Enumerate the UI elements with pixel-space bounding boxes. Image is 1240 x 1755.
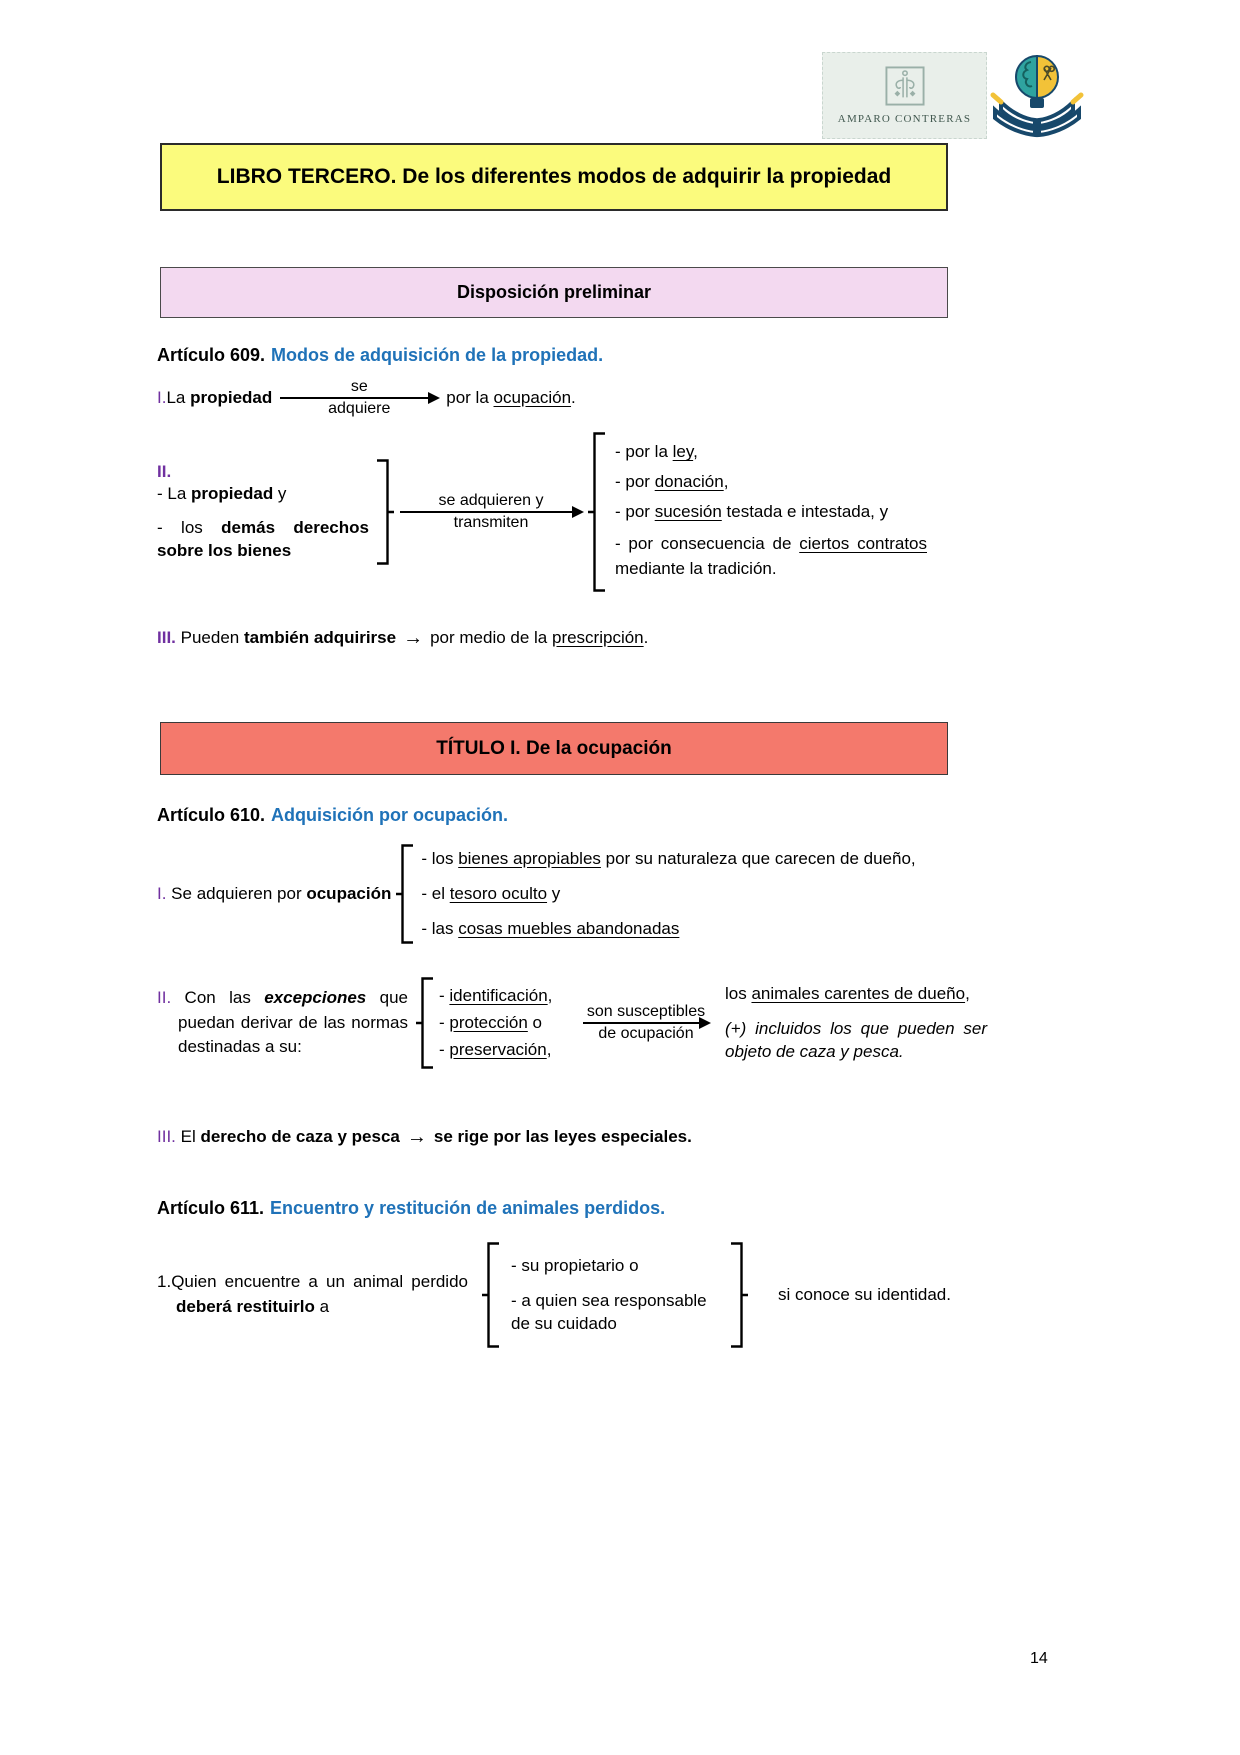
brain-bulb-book-logo bbox=[987, 48, 1087, 143]
result-note: (+) incluidos los que pueden ser objeto de caza y pesca. bbox=[725, 1018, 987, 1062]
underlined-term: preservación bbox=[449, 1040, 547, 1059]
text-segment: La bbox=[166, 387, 191, 407]
brand-label: AMPARO CONTRERAS bbox=[837, 113, 972, 125]
article-number: Artículo 611. bbox=[157, 1198, 265, 1218]
preliminary-section-title: Disposición preliminar bbox=[456, 282, 652, 302]
right-arrow-icon: → bbox=[403, 627, 424, 649]
list-item bbox=[615, 472, 927, 492]
text-segment: y bbox=[273, 483, 287, 503]
text-segment: El bbox=[175, 1127, 201, 1146]
bold-term: propiedad bbox=[190, 387, 273, 407]
text-segment: , bbox=[723, 472, 729, 492]
bold-term: derecho de caza y pesca bbox=[200, 1127, 400, 1146]
text-segment: - los bbox=[157, 517, 222, 537]
diagram-609-i bbox=[157, 378, 576, 418]
book-title-box bbox=[160, 143, 948, 211]
roman-numeral: III. bbox=[157, 1127, 176, 1146]
arrowhead-icon bbox=[428, 392, 440, 404]
statement-right bbox=[446, 388, 576, 408]
underlined-term: prescripción bbox=[551, 628, 644, 647]
arrow-label-top: se bbox=[350, 378, 368, 395]
list-item bbox=[157, 517, 369, 563]
underlined-term: ley bbox=[672, 442, 694, 462]
roman-numeral: III. bbox=[157, 628, 176, 647]
scales-icon bbox=[885, 66, 925, 106]
target-list bbox=[615, 442, 927, 581]
underlined-term: identificación bbox=[449, 986, 548, 1005]
result-statement bbox=[725, 982, 987, 1007]
text-segment: Pueden bbox=[175, 628, 244, 647]
text-segment: o bbox=[527, 1013, 543, 1032]
article-title: Modos de adquisición de la propiedad. bbox=[271, 345, 604, 365]
text-segment: Se adquieren por bbox=[166, 884, 307, 903]
underlined-term: ocupación bbox=[493, 387, 572, 407]
bracket-open-icon bbox=[482, 1242, 499, 1348]
item-number: 1. bbox=[157, 1272, 172, 1292]
list-item bbox=[157, 484, 369, 504]
statement-left bbox=[157, 884, 391, 904]
list-item bbox=[421, 849, 1061, 869]
statement-609-iii bbox=[157, 625, 648, 651]
roman-numeral: II. bbox=[157, 988, 172, 1008]
bracket-close-icon bbox=[377, 459, 394, 565]
list-item bbox=[439, 1040, 571, 1060]
text-segment: - los bbox=[421, 849, 459, 868]
underlined-term: cosas muebles abandonadas bbox=[458, 919, 680, 938]
text-segment: mediante la tradición. bbox=[615, 559, 777, 578]
text-segment: - bbox=[439, 1013, 450, 1032]
title1-section-title: TÍTULO I. De la ocupación bbox=[436, 737, 672, 759]
text-segment: que puedan derivar de las normas destinadas a su: bbox=[178, 988, 408, 1057]
arrow-label-top: se adquieren y bbox=[438, 492, 544, 510]
bold-term: demás derechos sobre los bienes bbox=[157, 517, 369, 560]
text-segment: Quien encuentre a un animal perdido bbox=[171, 1272, 468, 1292]
underlined-term: bienes apropiables bbox=[458, 849, 601, 868]
text-segment: - La bbox=[157, 483, 192, 503]
underlined-term: tesoro oculto bbox=[449, 884, 548, 903]
bold-term: propiedad bbox=[191, 483, 274, 503]
article-610-heading bbox=[157, 805, 508, 826]
underlined-term: animales carentes de dueño bbox=[751, 983, 966, 1003]
underlined-term: sucesión bbox=[654, 502, 722, 522]
bold-term: deberá restituirlo bbox=[176, 1297, 315, 1316]
diagram-610-i bbox=[157, 844, 1061, 944]
statement-610-iii bbox=[157, 1124, 692, 1150]
roman-numeral: I. bbox=[157, 387, 167, 407]
text-segment: , bbox=[965, 983, 970, 1003]
text-segment: - bbox=[439, 986, 450, 1005]
article-title: Adquisición por ocupación. bbox=[271, 805, 509, 825]
text-segment: a bbox=[314, 1297, 330, 1316]
underlined-term: ciertos contratos bbox=[799, 534, 927, 554]
labeled-arrow bbox=[400, 492, 582, 532]
text-segment: , bbox=[547, 986, 553, 1005]
list-item bbox=[439, 1013, 571, 1033]
list-item bbox=[421, 884, 1061, 904]
article-title: Encuentro y restitución de animales perdidos. bbox=[270, 1198, 666, 1218]
labeled-arrow bbox=[583, 1003, 709, 1043]
right-arrow-icon: → bbox=[406, 1126, 427, 1148]
condition-text: si conoce su identidad. bbox=[778, 1285, 951, 1304]
arrow-label-top: son susceptibles bbox=[586, 1003, 706, 1021]
arrow-line bbox=[400, 511, 582, 513]
article-609-heading bbox=[157, 345, 603, 366]
list-item bbox=[421, 919, 1061, 939]
bracket-close-icon bbox=[731, 1242, 748, 1348]
arrow-label-bottom: de ocupación bbox=[598, 1025, 694, 1042]
text-segment: por medio de la bbox=[430, 628, 552, 647]
bracket-open-icon bbox=[588, 432, 605, 592]
title1-section-box bbox=[160, 722, 948, 775]
text-segment: los bbox=[725, 983, 752, 1003]
list-item bbox=[615, 442, 927, 462]
text-segment: y bbox=[547, 884, 561, 903]
underlined-term: protección bbox=[449, 1013, 528, 1032]
bold-term: también adquirirse bbox=[243, 628, 397, 647]
text-segment: , bbox=[546, 1040, 552, 1059]
recipient-items bbox=[511, 1255, 719, 1334]
text-segment: - por la bbox=[615, 442, 673, 462]
list-item bbox=[439, 986, 571, 1006]
roman-numeral: II. bbox=[157, 461, 172, 481]
text-segment: - el bbox=[421, 884, 450, 903]
diagram-609-ii bbox=[157, 432, 927, 592]
source-list bbox=[157, 462, 369, 563]
list-item bbox=[615, 532, 927, 581]
restitution-statement bbox=[157, 1270, 468, 1319]
occupation-items bbox=[421, 849, 1061, 939]
diagram-611-1 bbox=[157, 1242, 951, 1348]
arrowhead-icon bbox=[572, 506, 584, 518]
text-segment: por la bbox=[446, 387, 494, 407]
bold-italic-term: excepciones bbox=[264, 988, 367, 1008]
exceptions-statement bbox=[157, 986, 408, 1060]
text-segment: - por bbox=[615, 472, 655, 492]
result-block bbox=[725, 982, 987, 1064]
bold-term: ocupación bbox=[306, 884, 392, 903]
text-segment: , bbox=[693, 442, 698, 462]
arrow-label-bottom: adquiere bbox=[328, 399, 391, 417]
article-number: Artículo 610. bbox=[157, 805, 266, 825]
text-segment: - por consecuencia de bbox=[615, 534, 800, 554]
preliminary-section-box bbox=[160, 267, 948, 318]
underlined-term: donación bbox=[654, 472, 724, 492]
text-segment: - bbox=[439, 1040, 450, 1059]
arrowhead-icon bbox=[699, 1017, 711, 1029]
roman-numeral: I. bbox=[157, 884, 167, 903]
text-segment: - las bbox=[421, 919, 459, 938]
text-segment: - por bbox=[615, 502, 655, 522]
bracket-open-icon bbox=[416, 977, 433, 1069]
book-title: LIBRO TERCERO. De los diferentes modos de adquirir la propiedad bbox=[216, 165, 892, 189]
list-item: - a quien sea responsable de su cuidado bbox=[511, 1291, 707, 1333]
text-segment: Con las bbox=[171, 988, 265, 1008]
text-segment: por su naturaleza que carecen de dueño, bbox=[600, 849, 916, 868]
article-611-heading bbox=[157, 1198, 665, 1219]
arrow-line bbox=[280, 397, 438, 399]
text-segment: . bbox=[571, 387, 576, 407]
bold-term: se rige por las leyes especiales. bbox=[433, 1127, 692, 1146]
article-number: Artículo 609. bbox=[157, 345, 266, 365]
bracket-open-icon bbox=[396, 844, 413, 944]
page-number: 14 bbox=[1030, 1650, 1048, 1667]
brand-logo-box bbox=[822, 52, 987, 139]
list-item bbox=[615, 502, 927, 522]
statement-left bbox=[157, 388, 272, 408]
labeled-arrow bbox=[280, 378, 438, 418]
arrow-line bbox=[583, 1022, 709, 1024]
arrow-label-bottom: transmiten bbox=[453, 514, 529, 531]
text-segment: testada e intestada, y bbox=[721, 502, 889, 522]
text-segment: . bbox=[643, 628, 649, 647]
exception-items bbox=[439, 986, 571, 1060]
list-item: - su propietario o bbox=[511, 1256, 639, 1276]
diagram-610-ii bbox=[157, 977, 987, 1069]
